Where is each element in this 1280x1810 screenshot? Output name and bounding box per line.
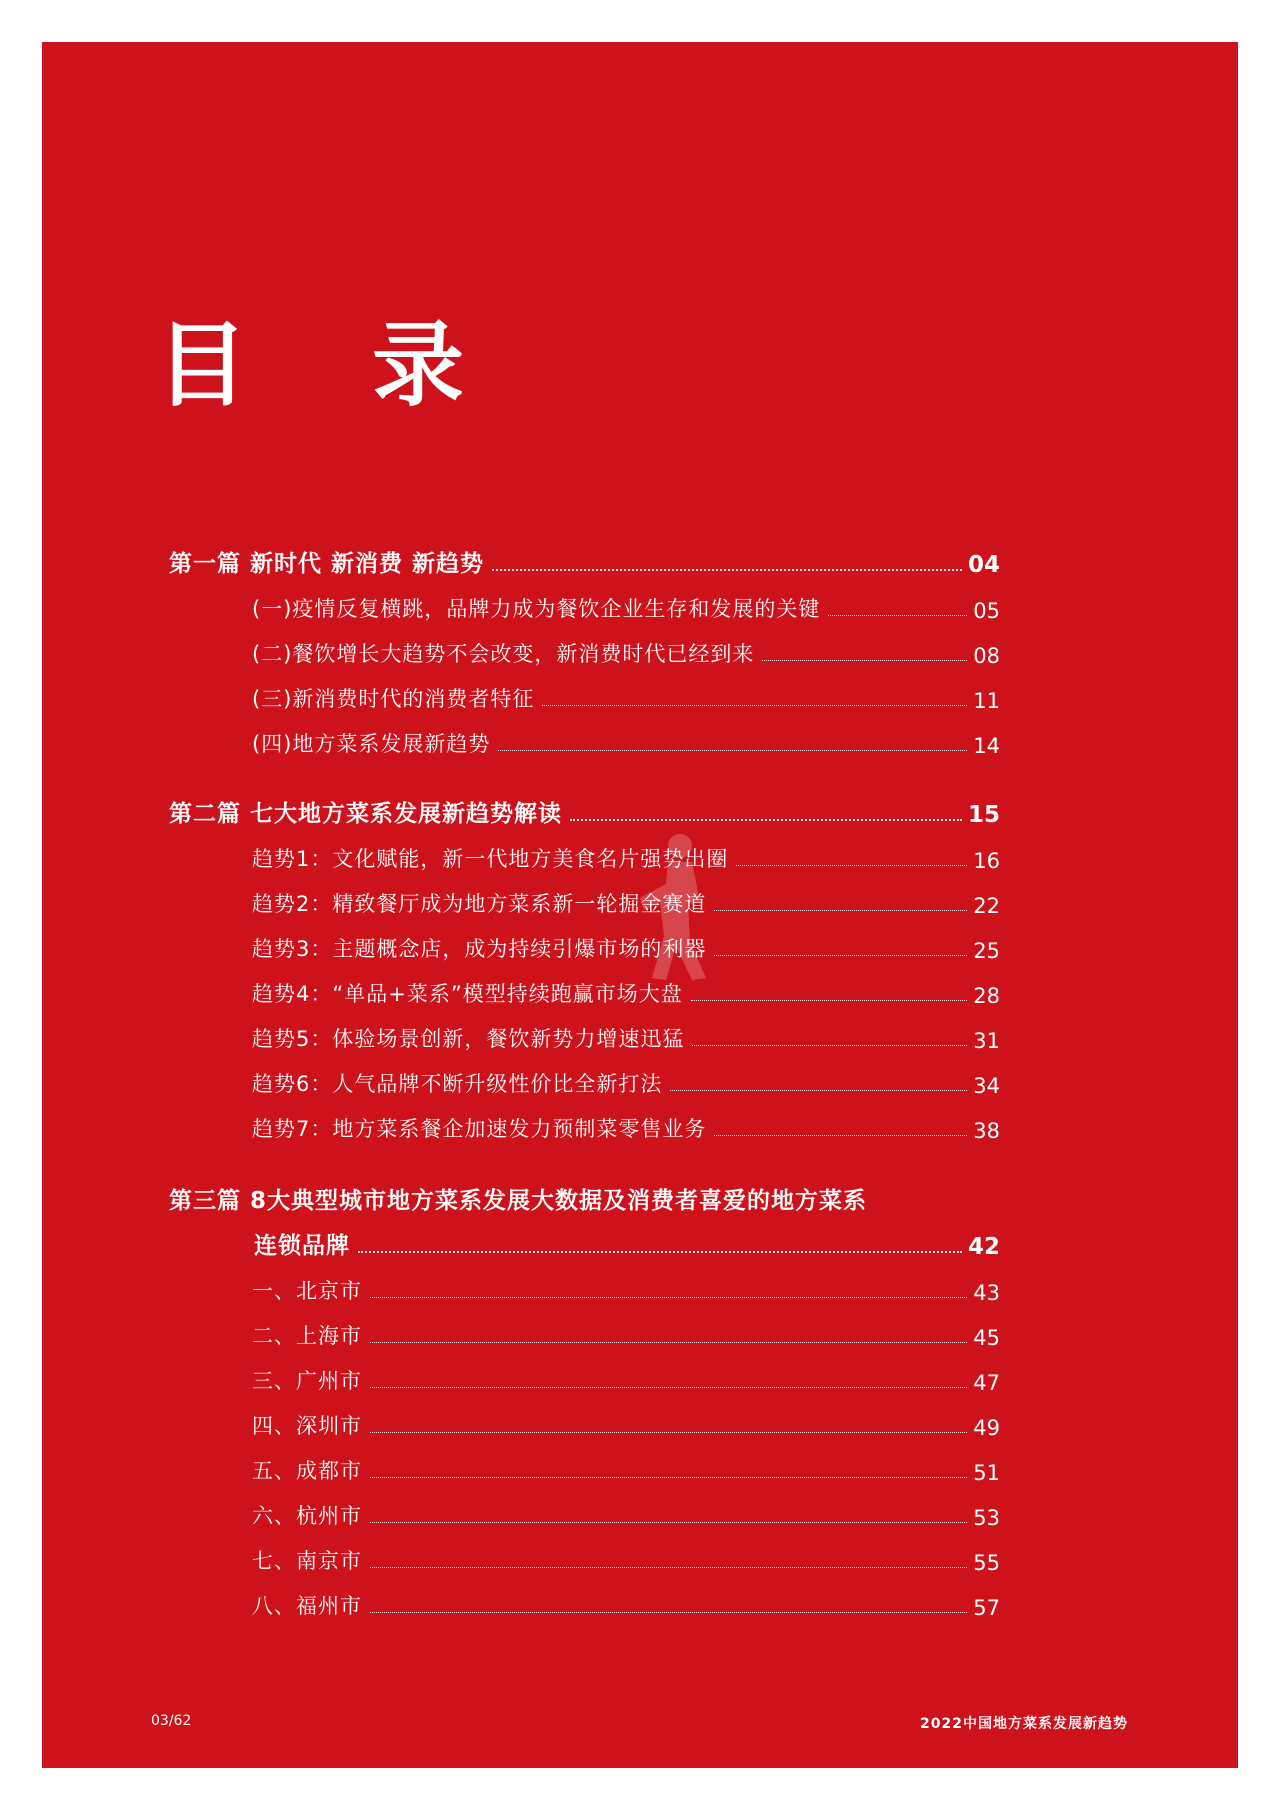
toc-item[interactable] xyxy=(252,1064,1000,1098)
table-of-contents xyxy=(42,42,1238,1768)
toc-dot-leader xyxy=(498,750,967,751)
toc-page-number: 11 xyxy=(973,689,1000,713)
toc-page-number: 08 xyxy=(973,644,1000,668)
toc-item-label: 八、福州市 xyxy=(252,1594,362,1618)
toc-section-3[interactable] xyxy=(254,1226,1000,1260)
red-page-panel xyxy=(42,42,1238,1768)
toc-item-label: 一、北京市 xyxy=(252,1279,362,1303)
toc-dot-leader xyxy=(714,910,967,911)
toc-dot-leader xyxy=(370,1387,967,1388)
toc-dot-leader xyxy=(691,1000,968,1001)
toc-item[interactable] xyxy=(252,1496,1000,1530)
toc-section-2[interactable] xyxy=(169,794,1000,828)
toc-page-number: 25 xyxy=(973,939,1000,963)
toc-item[interactable] xyxy=(252,1541,1000,1575)
toc-section-title: 第二篇 七大地方菜系发展新趋势解读 xyxy=(169,801,563,827)
toc-page-number: 43 xyxy=(973,1281,1000,1305)
toc-dot-leader xyxy=(358,1251,962,1253)
toc-item-label: 趋势1：文化赋能，新一代地方美食名片强势出圈 xyxy=(252,847,729,871)
toc-page-number: 42 xyxy=(967,1234,1000,1260)
toc-item-label: 趋势2：精致餐厅成为地方菜系新一轮掘金赛道 xyxy=(252,892,707,916)
toc-item[interactable] xyxy=(252,724,1000,758)
toc-dot-leader xyxy=(370,1432,967,1433)
toc-item[interactable] xyxy=(252,1586,1000,1620)
toc-item-label: (二)餐饮增长大趋势不会改变，新消费时代已经到来 xyxy=(252,642,755,666)
toc-item[interactable] xyxy=(252,974,1000,1008)
toc-page-number: 05 xyxy=(973,599,1000,623)
toc-item[interactable] xyxy=(252,929,1000,963)
toc-dot-leader xyxy=(370,1477,967,1478)
toc-page-number: 34 xyxy=(973,1074,1000,1098)
report-title: 2022中国地方菜系发展新趋势 xyxy=(920,1716,1128,1732)
toc-dot-leader xyxy=(370,1297,967,1298)
toc-page-number: 15 xyxy=(967,802,1000,828)
toc-dot-leader xyxy=(570,819,962,821)
toc-page-number: 28 xyxy=(973,984,1000,1008)
toc-dot-leader xyxy=(762,660,967,661)
toc-page-number: 45 xyxy=(973,1326,1000,1350)
toc-item[interactable] xyxy=(252,589,1000,623)
toc-dot-leader xyxy=(714,1135,967,1136)
toc-dot-leader xyxy=(370,1342,967,1343)
toc-item-label: 趋势6：人气品牌不断升级性价比全新打法 xyxy=(252,1072,663,1096)
toc-section-title: 第三篇 8大典型城市地方菜系发展大数据及消费者喜爱的地方菜系 xyxy=(169,1188,868,1214)
page-indicator: 03/62 xyxy=(151,1713,192,1729)
toc-item-label: 趋势3：主题概念店，成为持续引爆市场的利器 xyxy=(252,937,707,961)
toc-item-label: 六、杭州市 xyxy=(252,1504,362,1528)
toc-item[interactable] xyxy=(252,1361,1000,1395)
toc-item-label: 趋势5：体验场景创新，餐饮新势力增速迅猛 xyxy=(252,1027,685,1051)
toc-page-number: 22 xyxy=(973,894,1000,918)
toc-item[interactable] xyxy=(252,679,1000,713)
toc-item[interactable] xyxy=(252,1316,1000,1350)
toc-item[interactable] xyxy=(252,634,1000,668)
toc-page-number: 57 xyxy=(973,1596,1000,1620)
toc-item-label: 四、深圳市 xyxy=(252,1414,362,1438)
toc-item[interactable] xyxy=(252,1406,1000,1440)
toc-item[interactable] xyxy=(252,884,1000,918)
toc-item-label: 五、成都市 xyxy=(252,1459,362,1483)
toc-page-number: 31 xyxy=(973,1029,1000,1053)
toc-page-number: 16 xyxy=(973,849,1000,873)
toc-dot-leader xyxy=(542,705,967,706)
toc-item[interactable] xyxy=(252,1271,1000,1305)
toc-item-label: 三、广州市 xyxy=(252,1369,362,1393)
toc-item-label: (四)地方菜系发展新趋势 xyxy=(252,732,491,756)
toc-dot-leader xyxy=(714,955,967,956)
toc-dot-leader xyxy=(370,1567,967,1568)
toc-page-number: 49 xyxy=(973,1416,1000,1440)
page-title: 目 录 xyxy=(156,312,511,419)
toc-dot-leader xyxy=(370,1612,967,1613)
toc-section-3-heading[interactable] xyxy=(169,1181,867,1215)
toc-page-number: 04 xyxy=(967,552,1000,578)
toc-item-label: (三)新消费时代的消费者特征 xyxy=(252,687,535,711)
toc-section-title: 第一篇 新时代 新消费 新趋势 xyxy=(169,551,485,577)
toc-item-label: 趋势4：“单品+菜系”模型持续跑赢市场大盘 xyxy=(252,982,683,1006)
toc-dot-leader xyxy=(670,1090,967,1091)
toc-item-label: 二、上海市 xyxy=(252,1324,362,1348)
toc-dot-leader xyxy=(828,615,967,616)
toc-section-title-cont: 连锁品牌 xyxy=(254,1233,350,1259)
toc-section-1[interactable] xyxy=(169,544,1000,578)
toc-dot-leader xyxy=(736,865,967,866)
toc-page-number: 14 xyxy=(973,734,1000,758)
toc-item[interactable] xyxy=(252,1109,1000,1143)
toc-dot-leader xyxy=(492,569,962,571)
toc-item[interactable] xyxy=(252,839,1000,873)
toc-item[interactable] xyxy=(252,1451,1000,1485)
toc-page-number: 47 xyxy=(973,1371,1000,1395)
toc-item-label: (一)疫情反复横跳，品牌力成为餐饮企业生存和发展的关键 xyxy=(252,597,821,621)
toc-item-label: 趋势7：地方菜系餐企加速发力预制菜零售业务 xyxy=(252,1117,707,1141)
toc-item[interactable] xyxy=(252,1019,1000,1053)
toc-page-number: 38 xyxy=(973,1119,1000,1143)
toc-dot-leader xyxy=(370,1522,967,1523)
toc-page-number: 51 xyxy=(973,1461,1000,1485)
toc-dot-leader xyxy=(692,1045,967,1046)
toc-page-number: 55 xyxy=(973,1551,1000,1575)
toc-item-label: 七、南京市 xyxy=(252,1549,362,1573)
toc-page-number: 53 xyxy=(973,1506,1000,1530)
